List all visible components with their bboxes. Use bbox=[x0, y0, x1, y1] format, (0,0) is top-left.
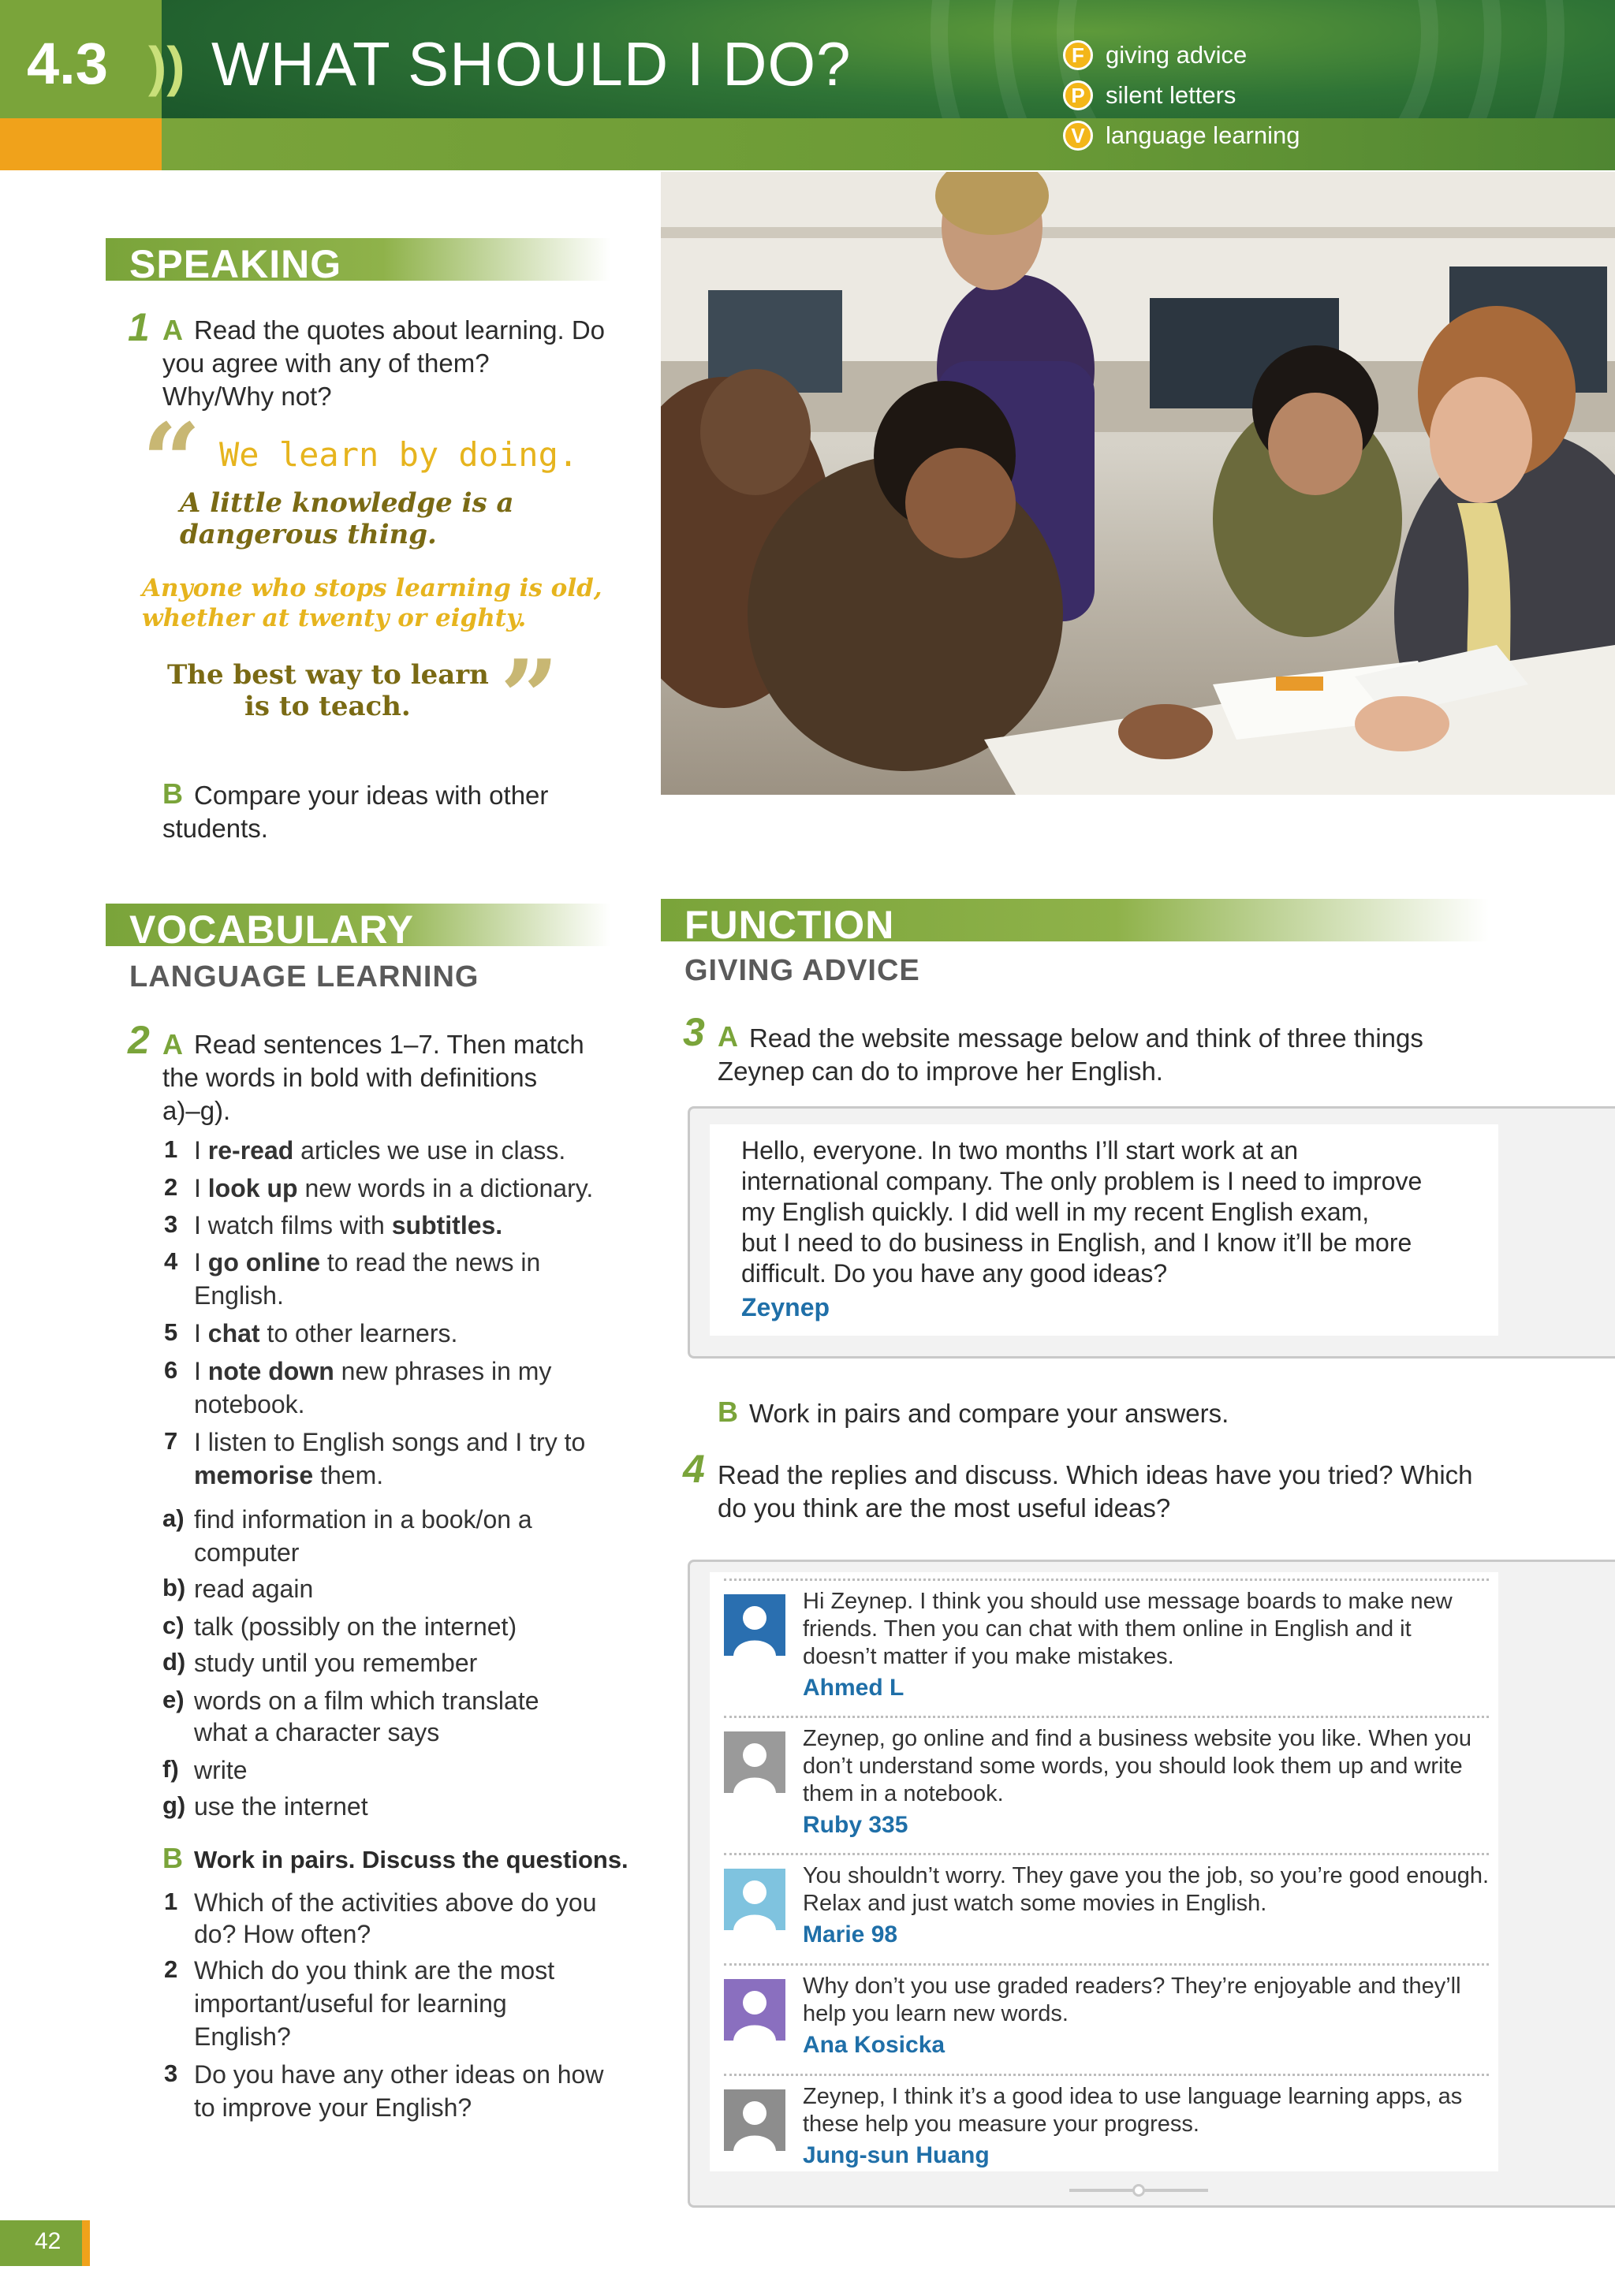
reply-text: Zeynep, I think it’s a good idea to use language learning apps, as bbox=[803, 2084, 1463, 2109]
sentence-number: 7 bbox=[164, 1427, 178, 1455]
exercise-instruction: Read sentences 1–7. Then match bbox=[194, 1030, 584, 1059]
sentence-key-phrase: look up bbox=[207, 1174, 298, 1202]
question: do? How often? bbox=[194, 1920, 371, 1948]
header-band bbox=[162, 118, 1615, 170]
exercise-letter: A bbox=[718, 1020, 738, 1053]
sentence-number: 4 bbox=[164, 1247, 178, 1275]
question-number: 3 bbox=[164, 2059, 178, 2087]
reply-text: friends. Then you can chat with them online in English and it bbox=[803, 1616, 1412, 1642]
message-author[interactable]: Zeynep bbox=[741, 1293, 830, 1321]
reply-text: You shouldn’t worry. They gave you the job, so you’re good enough. bbox=[803, 1863, 1490, 1888]
focus-label: giving advice bbox=[1106, 41, 1248, 69]
question: Do you have any other ideas on how bbox=[194, 2060, 604, 2089]
user-avatar-icon bbox=[724, 1979, 785, 2041]
message-text: Hello, everyone. In two months I’ll start work at an bbox=[741, 1136, 1299, 1165]
exercise-instruction: the words in bold with definitions bbox=[162, 1063, 538, 1092]
sentence-number: 6 bbox=[164, 1356, 178, 1384]
reply-text: help you learn new words. bbox=[803, 2001, 1069, 2026]
exercise-letter: B bbox=[718, 1396, 738, 1428]
exercise-instruction: a)–g). bbox=[162, 1096, 231, 1125]
lesson-accent bbox=[0, 118, 162, 170]
exercise-letter: A bbox=[162, 1028, 183, 1060]
definition-continued: what a character says bbox=[194, 1718, 440, 1746]
scrollbar-handle[interactable] bbox=[1132, 2184, 1145, 2197]
function-subheading: GIVING ADVICE bbox=[684, 954, 920, 987]
focus-pronunciation bbox=[1063, 78, 1236, 113]
sentence-continued: notebook. bbox=[194, 1390, 305, 1418]
focus-label: silent letters bbox=[1106, 81, 1236, 109]
user-avatar-icon bbox=[724, 1869, 785, 1930]
definition: write bbox=[194, 1756, 248, 1784]
sentence-text: new words in a dictionary. bbox=[297, 1174, 594, 1202]
speaking-heading-bar bbox=[106, 238, 610, 286]
function-heading-bar bbox=[661, 899, 1489, 947]
definition-letter: d) bbox=[162, 1648, 186, 1675]
reply-text: these help you measure your progress. bbox=[803, 2112, 1199, 2137]
user-avatar-icon bbox=[724, 1594, 785, 1656]
lesson-header bbox=[0, 0, 1615, 170]
sentence-continued: English. bbox=[194, 1281, 284, 1310]
quote-3: Anyone who stops learning is old, bbox=[142, 574, 602, 602]
message-text: difficult. Do you have any good ideas? bbox=[741, 1259, 1168, 1288]
sentence-number: 3 bbox=[164, 1210, 178, 1238]
reply-divider bbox=[724, 1578, 1489, 1581]
question: Which do you think are the most bbox=[194, 1956, 555, 1985]
definition-letter: b) bbox=[162, 1574, 186, 1601]
lesson-title: WHAT SHOULD I DO? bbox=[211, 29, 852, 99]
sentence-text: I bbox=[194, 1174, 208, 1202]
sentence-text: new phrases in my bbox=[334, 1357, 552, 1385]
speaking-heading: SPEAKING bbox=[129, 242, 342, 286]
exercise-instruction: Read the replies and discuss. Which ideas have you tried? Which bbox=[718, 1460, 1473, 1489]
exercise-letter: A bbox=[162, 314, 183, 346]
quote-4: is to teach. bbox=[244, 691, 411, 722]
question: important/useful for learning bbox=[194, 1989, 507, 2018]
sentence-text: articles we use in class. bbox=[293, 1136, 566, 1165]
exercise-number: 3 bbox=[683, 1010, 705, 1054]
quote-2: A little knowledge is a bbox=[180, 487, 514, 519]
question: Which of the activities above do you bbox=[194, 1888, 597, 1917]
reply-text: Hi Zeynep. I think you should use message boards to make new bbox=[803, 1589, 1453, 1614]
exercise-letter: B bbox=[162, 1842, 183, 1874]
classroom-illustration bbox=[661, 172, 1615, 795]
classroom-photo bbox=[661, 172, 1615, 795]
function-badge-icon: F bbox=[1063, 40, 1093, 70]
sentence bbox=[194, 1134, 565, 1167]
reply-author[interactable]: Ruby 335 bbox=[803, 1812, 908, 1838]
sentence-text: to other learners. bbox=[259, 1319, 458, 1347]
reply-text: them in a notebook. bbox=[803, 1781, 1004, 1806]
audio-waves-icon: )) bbox=[148, 35, 185, 97]
definition: find information in a book/on a bbox=[194, 1505, 532, 1534]
sentence-continued bbox=[194, 1459, 383, 1492]
quote-4: The best way to learn bbox=[167, 659, 489, 691]
focus-label: language learning bbox=[1106, 121, 1300, 149]
sentence-key-phrase: go online bbox=[207, 1248, 320, 1277]
definition-letter: c) bbox=[162, 1612, 185, 1639]
question-number: 1 bbox=[164, 1888, 178, 1915]
page-number-accent bbox=[82, 2220, 90, 2266]
question: to improve your English? bbox=[194, 2093, 472, 2122]
sentence-text: I watch films with bbox=[194, 1211, 392, 1239]
sentence: I listen to English songs and I try to bbox=[194, 1428, 586, 1456]
definition: study until you remember bbox=[194, 1649, 478, 1677]
exercise-instruction: Read the quotes about learning. Do bbox=[194, 315, 606, 345]
definition-letter: a) bbox=[162, 1504, 185, 1532]
reply-author[interactable]: Ana Kosicka bbox=[803, 2032, 946, 2058]
exercise-instruction: Work in pairs. Discuss the questions. bbox=[194, 1846, 628, 1873]
message-text: but I need to do business in English, and I know it’ll be more bbox=[741, 1228, 1412, 1257]
exercise-instruction: Compare your ideas with other bbox=[194, 781, 549, 810]
sentence-text: I bbox=[194, 1248, 208, 1277]
definition-letter: e) bbox=[162, 1686, 185, 1713]
sentence bbox=[194, 1246, 540, 1279]
lesson-number: 4.3 bbox=[27, 31, 108, 96]
exercise-number: 4 bbox=[683, 1447, 705, 1491]
exercise-instruction: Zeynep can do to improve her English. bbox=[718, 1057, 1163, 1086]
quote-3: whether at twenty or eighty. bbox=[142, 604, 527, 632]
sentence-number: 2 bbox=[164, 1173, 178, 1201]
definition: read again bbox=[194, 1575, 314, 1603]
reply-divider bbox=[724, 1963, 1489, 1966]
exercise-instruction: do you think are the most useful ideas? bbox=[718, 1493, 1171, 1523]
reply-divider bbox=[724, 2074, 1489, 2076]
function-heading: FUNCTION bbox=[684, 903, 895, 947]
reply-text: Why don’t you use graded readers? They’re enjoyable and they’ll bbox=[803, 1974, 1461, 1999]
definition: use the internet bbox=[194, 1792, 368, 1821]
focus-function bbox=[1063, 38, 1247, 73]
user-avatar-icon bbox=[724, 1731, 785, 1793]
sentence-text: them. bbox=[313, 1461, 384, 1489]
vocabulary-heading-bar bbox=[106, 904, 610, 952]
sentence-key-phrase: chat bbox=[207, 1319, 260, 1347]
question: English? bbox=[194, 2022, 291, 2051]
vocabulary-badge-icon: V bbox=[1063, 121, 1093, 151]
definition: talk (possibly on the internet) bbox=[194, 1612, 517, 1641]
focus-vocabulary bbox=[1063, 118, 1300, 153]
message-text: international company. The only problem is I need to improve bbox=[741, 1167, 1423, 1195]
reply-divider bbox=[724, 1716, 1489, 1718]
pronunciation-badge-icon: P bbox=[1063, 80, 1093, 110]
sentence-number: 1 bbox=[164, 1135, 178, 1163]
message-text: my English quickly. I did well in my recent English exam, bbox=[741, 1198, 1370, 1226]
definition-continued: computer bbox=[194, 1538, 300, 1567]
page-number-tab bbox=[0, 2220, 90, 2266]
definition-letter: f) bbox=[162, 1755, 179, 1783]
user-avatar-icon bbox=[724, 2089, 785, 2151]
page-number: 42 bbox=[35, 2228, 62, 2254]
exercise-instruction: Read the website message below and think of three things bbox=[749, 1023, 1423, 1053]
exercise-instruction: students. bbox=[162, 814, 268, 843]
exercise-number: 1 bbox=[128, 305, 150, 349]
definition: words on a film which translate bbox=[194, 1687, 539, 1715]
question-number: 2 bbox=[164, 1955, 178, 1983]
vocabulary-heading: VOCABULARY bbox=[129, 908, 414, 952]
definition-letter: g) bbox=[162, 1791, 186, 1819]
vocabulary-subheading: LANGUAGE LEARNING bbox=[129, 960, 479, 993]
reply-author[interactable]: Ahmed L bbox=[803, 1675, 904, 1701]
sentence-number: 5 bbox=[164, 1318, 178, 1346]
sentence-text: to read the news in bbox=[319, 1248, 541, 1277]
sentence bbox=[194, 1317, 457, 1350]
sentence-text: I bbox=[194, 1357, 208, 1385]
reply-text: Relax and just watch some movies in English. bbox=[803, 1891, 1267, 1916]
sentence-key-phrase: memorise bbox=[194, 1461, 314, 1489]
reply-text: doesn’t matter if you make mistakes. bbox=[803, 1644, 1174, 1669]
quote-1: We learn by doing. bbox=[219, 435, 579, 474]
sentence-key-phrase: subtitles. bbox=[391, 1211, 503, 1239]
reply-text: don’t understand some words, you should look them up and write bbox=[803, 1754, 1463, 1779]
sentence bbox=[194, 1355, 551, 1388]
sentence-text: I bbox=[194, 1319, 208, 1347]
sentence bbox=[194, 1209, 502, 1242]
quote-2: dangerous thing. bbox=[180, 519, 437, 550]
open-quote-icon: “ bbox=[142, 401, 201, 521]
sentence-text: I bbox=[194, 1136, 208, 1165]
exercise-instruction: Work in pairs and compare your answers. bbox=[749, 1399, 1229, 1428]
exercise-letter: B bbox=[162, 777, 183, 810]
close-quote-icon: ” bbox=[500, 637, 559, 758]
reply-author[interactable]: Marie 98 bbox=[803, 1921, 898, 1948]
exercise-number: 2 bbox=[128, 1018, 150, 1062]
sentence-key-phrase: re-read bbox=[207, 1136, 294, 1165]
sentence bbox=[194, 1172, 593, 1205]
reply-divider bbox=[724, 1853, 1489, 1855]
reply-text: Zeynep, go online and find a business website you like. When you bbox=[803, 1726, 1471, 1751]
sentence-key-phrase: note down bbox=[207, 1357, 334, 1385]
reply-author[interactable]: Jung-sun Huang bbox=[803, 2142, 990, 2168]
exercise-instruction: Why/Why not? bbox=[162, 382, 332, 411]
exercise-instruction: you agree with any of them? bbox=[162, 348, 490, 378]
